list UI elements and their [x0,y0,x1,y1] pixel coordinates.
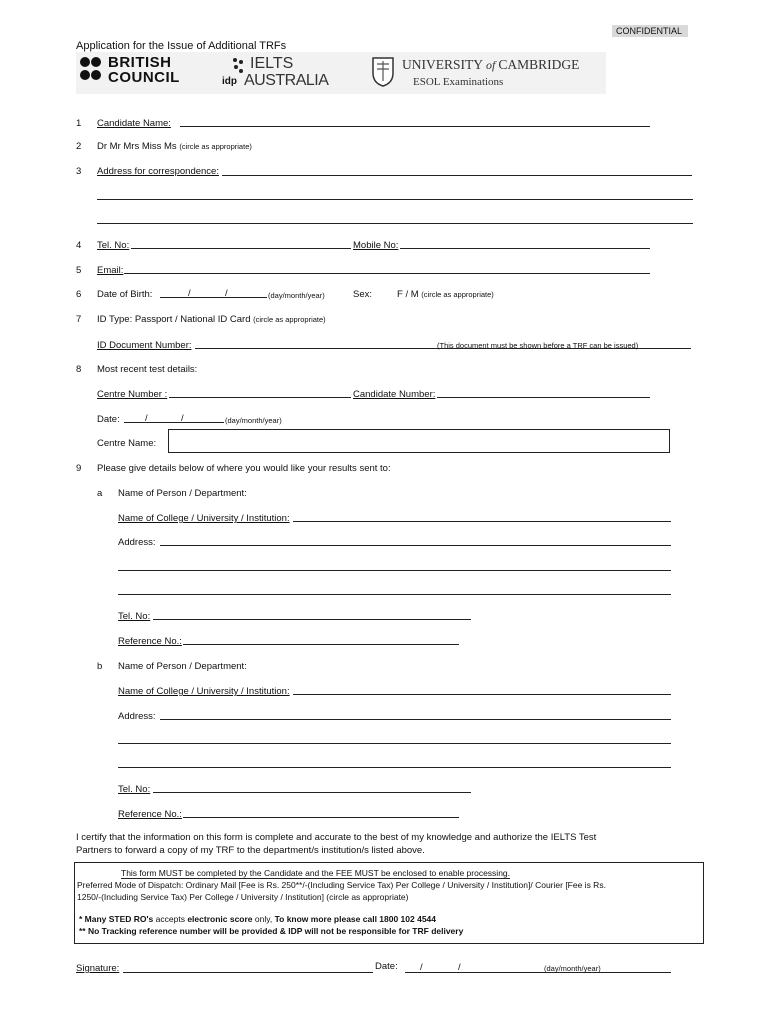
fee-notice-line5: ** No Tracking reference number will be provided & IDP will not be responsible for TRF delivery [79,926,464,936]
fee-notice-line3: 1250/-(Including Service Tax) Per College / University / Institution] (circle as appropriate) [77,892,409,902]
recipient-a-person-label: Name of Person / Department: [118,488,247,499]
id-number-label: ID Document Number: [97,340,192,351]
address-label: Address for correspondence: [97,166,219,177]
confidential-label: CONFIDENTIAL [612,25,688,37]
recent-test-label: Most recent test details: [97,364,198,375]
candidate-name-field[interactable] [180,126,650,127]
certify-line2: Partners to forward a copy of my TRF to the department/s institution/s listed above. [76,845,425,856]
recipient-b-college-field[interactable] [293,694,671,695]
page-title: Application for the Issue of Additional TRFs [76,40,287,52]
email-field[interactable] [124,273,650,274]
recipient-a-reference-label: Reference No.: [118,636,182,647]
recipient-b-reference-field[interactable] [183,817,459,818]
centre-name-box[interactable] [168,429,670,453]
centre-number-field[interactable] [169,397,351,398]
recipient-a-address-line3[interactable] [118,594,671,595]
sex-label: Sex: [353,289,373,300]
recipient-a-address-line2[interactable] [118,570,671,571]
address-field-line1[interactable] [222,175,692,176]
recipient-a-tel-label: Tel. No: [118,611,151,622]
ielts-australia-logo: IELTS idp AUSTRALIA [222,55,329,89]
recipient-b-address-line3[interactable] [118,767,671,768]
recipient-a-reference-field[interactable] [183,644,459,645]
test-date-field[interactable] [124,422,224,423]
signature-field[interactable] [123,972,373,973]
recipient-a-address-label: Address: [118,537,156,548]
id-shown-note: (This document must be shown before a TRF can be issued) [437,341,639,350]
recipient-a-letter: a [97,488,103,499]
mobile-field[interactable] [400,248,650,249]
recipient-a-address-line1[interactable] [160,545,671,546]
tel-field[interactable] [131,248,351,249]
cambridge-esol-logo: UNIVERSITY of CAMBRIDGE ESOL Examinations [372,55,602,93]
fee-notice-line2: Preferred Mode of Dispatch: Ordinary Mail [Fee is Rs. 250**/-(Including Service Tax) Per College / University / Institution]/ Courier [Fee is Rs. [77,880,606,890]
fee-notice-box [74,862,704,944]
signature-label: Signature: [76,963,120,974]
fee-notice-line4: * Many STED RO's accepts electronic score only, To know more please call 1800 102 4544 [79,914,437,924]
centre-name-label: Centre Name: [97,438,157,449]
email-label: Email: [97,265,124,276]
recipient-b-person-label: Name of Person / Department: [118,661,247,672]
tel-label: Tel. No: [97,240,130,251]
recipient-b-address-line2[interactable] [118,743,671,744]
signature-date-field[interactable] [405,972,671,973]
candidate-number-label: Candidate Number: [353,389,436,400]
address-field-line3[interactable] [97,223,693,224]
recipient-b-college-label: Name of College / University / Institution: [118,686,290,697]
recipient-a-college-field[interactable] [293,521,671,522]
fee-notice-line1: This form MUST be completed by the Candidate and the FEE MUST be enclosed to enable processing. [121,868,511,878]
candidate-name-label: Candidate Name: [97,118,171,129]
address-field-line2[interactable] [97,199,693,200]
mobile-label: Mobile No: [353,240,399,251]
id-type-options[interactable]: ID Type: Passport / National ID Card (circle as appropriate) [97,314,326,325]
recipient-a-college-label: Name of College / University / Institution: [118,513,290,524]
title-options[interactable]: Dr Mr Mrs Miss Ms (circle as appropriate) [97,141,252,152]
british-council-logo: BRITISH COUNCIL [78,55,208,91]
centre-number-label: Centre Number : [97,389,168,400]
results-sent-label: Please give details below of where you would like your results sent to: [97,463,391,474]
recipient-b-address-line1[interactable] [160,719,671,720]
dob-label: Date of Birth: [97,289,153,300]
sex-options[interactable]: F / M (circle as appropriate) [397,289,494,300]
test-date-label: Date: [97,414,120,425]
recipient-b-tel-label: Tel. No: [118,784,151,795]
certify-line1: I certify that the information on this form is complete and accurate to the best of my knowledge and authorize the IELTS Test [76,832,597,843]
shield-icon [372,57,394,87]
recipient-b-address-label: Address: [118,711,156,722]
recipient-b-letter: b [97,661,103,672]
recipient-a-tel-field[interactable] [153,619,471,620]
candidate-number-field[interactable] [437,397,650,398]
recipient-b-tel-field[interactable] [153,792,471,793]
globe-icon [232,57,244,75]
dob-field[interactable] [160,297,267,298]
recipient-b-reference-label: Reference No.: [118,809,182,820]
signature-date-label: Date: [375,961,398,972]
